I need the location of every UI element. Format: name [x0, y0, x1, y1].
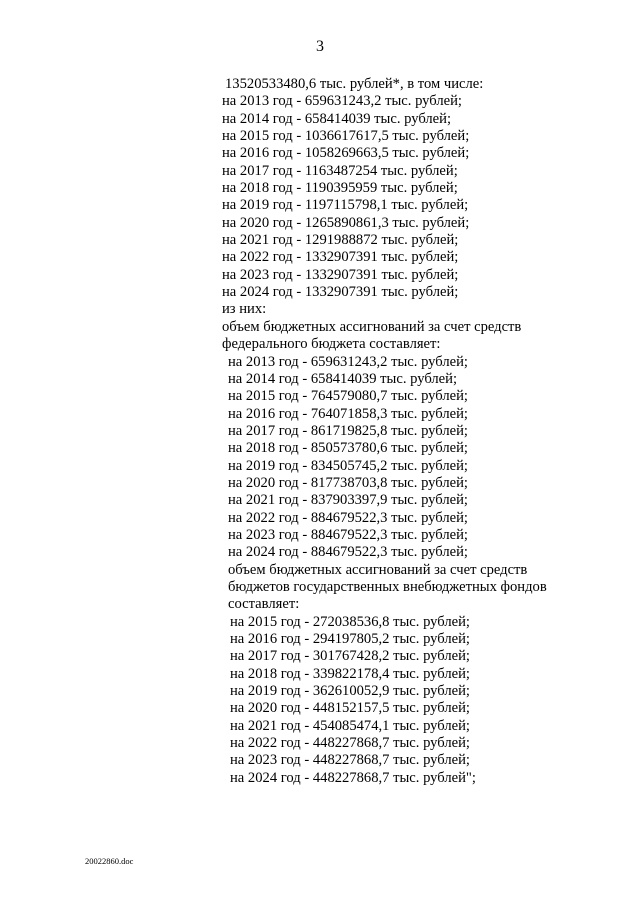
total-year-line: на 2015 год - 1036617617,5 тыс. рублей;	[222, 128, 470, 145]
total-year-line: на 2024 год - 1332907391 тыс. рублей;	[222, 284, 459, 301]
total-year-line: на 2017 год - 1163487254 тыс. рублей;	[222, 162, 458, 179]
funds-year-line: на 2023 год - 448227868,7 тыс. рублей;	[230, 752, 470, 769]
federal-year-line: на 2018 год - 850573780,6 тыс. рублей;	[228, 440, 468, 457]
total-year-line: на 2014 год - 658414039 тыс. рублей;	[222, 110, 452, 127]
total-year-line: на 2023 год - 1332907391 тыс. рублей;	[222, 266, 459, 283]
federal-year-line: на 2015 год - 764579080,7 тыс. рублей;	[228, 388, 468, 405]
federal-year-line: на 2023 год - 884679522,3 тыс. рублей;	[228, 526, 468, 543]
funds-year-line: на 2018 год - 339822178,4 тыс. рублей;	[230, 665, 470, 682]
federal-year-line: на 2021 год - 837903397,9 тыс. рублей;	[228, 492, 468, 509]
federal-year-line: на 2014 год - 658414039 тыс. рублей;	[228, 370, 458, 387]
funds-year-line: на 2016 год - 294197805,2 тыс. рублей;	[230, 631, 470, 647]
funds-heading-line: бюджетов государственных внебюджетных фондов	[228, 578, 547, 595]
total-year-line: на 2020 год - 1265890861,3 тыс. рублей;	[222, 214, 470, 231]
federal-year-line: на 2022 год - 884679522,3 тыс. рублей;	[228, 509, 468, 526]
document-body	[222, 76, 547, 787]
funds-year-line: на 2021 год - 454085474,1 тыс. рублей;	[230, 717, 470, 734]
federal-heading-line: федерального бюджета составляет:	[222, 336, 441, 353]
total-year-line: на 2013 год - 659631243,2 тыс. рублей;	[222, 93, 462, 110]
federal-year-line: на 2013 год - 659631243,2 тыс. рублей;	[228, 353, 468, 370]
funds-year-line: на 2017 год - 301767428,2 тыс. рублей;	[230, 648, 470, 665]
federal-year-line: на 2019 год - 834505745,2 тыс. рублей;	[228, 457, 468, 474]
federal-year-line: на 2017 год - 861719825,8 тыс. рублей;	[228, 422, 468, 439]
funds-year-line: на 2022 год - 448227868,7 тыс. рублей;	[230, 735, 470, 752]
total-year-line: на 2021 год - 1291988872 тыс. рублей;	[222, 232, 459, 249]
funds-heading-line: составляет:	[228, 596, 300, 613]
total-year-line: на 2022 год - 1332907391 тыс. рублей;	[222, 249, 459, 266]
page-number: 3	[316, 38, 324, 55]
funds-year-line: на 2024 год - 448227868,7 тыс. рублей";	[230, 769, 476, 786]
federal-heading-line: объем бюджетных ассигнований за счет средств	[222, 318, 522, 335]
funds-year-line: на 2019 год - 362610052,9 тыс. рублей;	[230, 683, 470, 700]
total-year-line: на 2016 год - 1058269663,5 тыс. рублей;	[222, 145, 470, 162]
federal-year-line: на 2016 год - 764071858,3 тыс. рублей;	[228, 405, 468, 422]
funds-year-line: на 2015 год - 272038536,8 тыс. рублей;	[230, 613, 470, 630]
footer-filename: 20022860.doc	[85, 856, 134, 866]
total-year-line: на 2018 год - 1190395959 тыс. рублей;	[222, 180, 458, 197]
funds-heading-line: объем бюджетных ассигнований за счет средств	[228, 561, 528, 578]
of-them-line: из них:	[222, 301, 267, 318]
total-year-line: на 2019 год - 1197115798,1 тыс. рублей;	[222, 197, 469, 214]
intro-line: 13520533480,6 тыс. рублей*, в том числе:	[225, 76, 484, 92]
federal-year-line: на 2020 год - 817738703,8 тыс. рублей;	[228, 474, 468, 491]
federal-year-line: на 2024 год - 884679522,3 тыс. рублей;	[228, 544, 468, 561]
funds-year-line: на 2020 год - 448152157,5 тыс. рублей;	[230, 700, 470, 717]
